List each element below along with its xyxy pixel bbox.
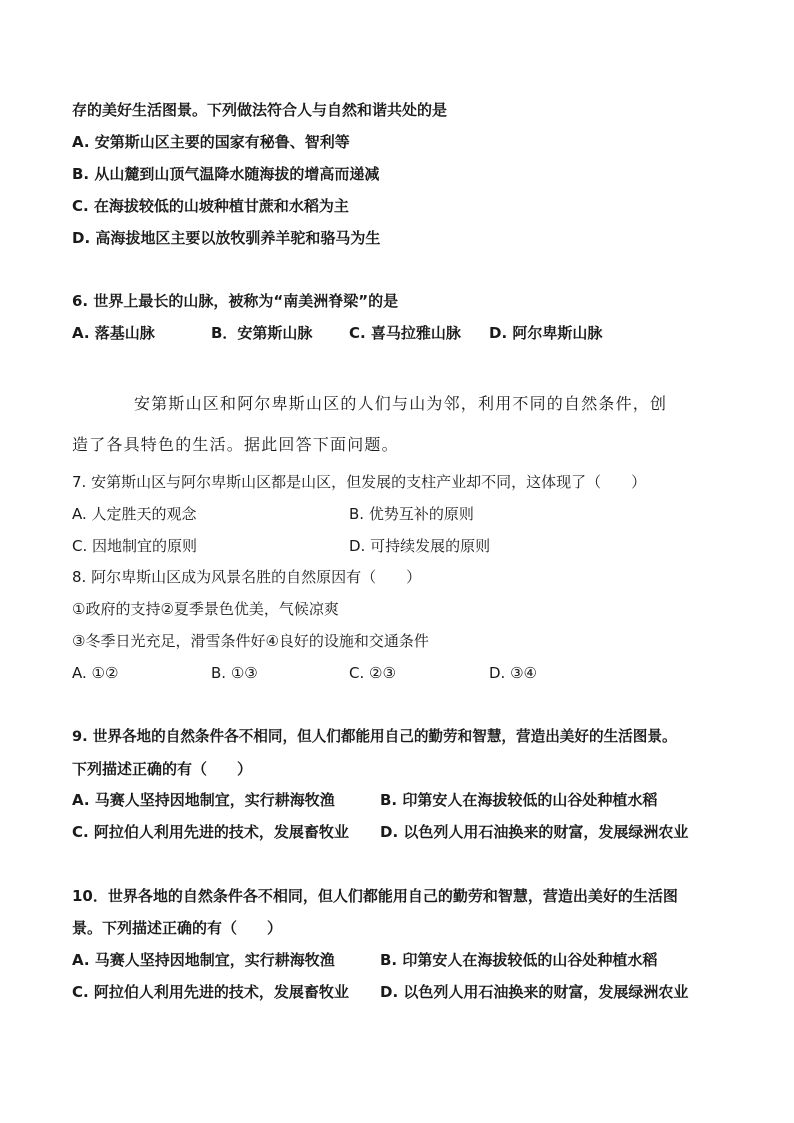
q7-stem: 7. 安第斯山区与阿尔卑斯山区都是山区，但发展的支柱产业却不同，这体现了（ ） bbox=[72, 473, 647, 491]
q10-option-c: C. 阿拉伯人利用先进的技术，发展畜牧业 bbox=[72, 983, 349, 1001]
q8-statements-2: ③冬季日光充足，滑雪条件好④良好的设施和交通条件 bbox=[72, 632, 429, 650]
q7-option-a: A. 人定胜天的观念 bbox=[72, 505, 197, 523]
q6-option-c: C. 喜马拉雅山脉 bbox=[349, 324, 461, 342]
q10-option-a: A. 马赛人坚持因地制宜，实行耕海牧渔 bbox=[72, 951, 335, 969]
q10-stem-line-2: 景。下列描述正确的有（ ） bbox=[72, 919, 283, 937]
q8-option-b: B. ①③ bbox=[211, 664, 258, 682]
q9-option-b: B. 印第安人在海拔较低的山谷处种植水稻 bbox=[380, 791, 658, 809]
q9-option-c: C. 阿拉伯人利用先进的技术，发展畜牧业 bbox=[72, 823, 349, 841]
q8-option-c: C. ②③ bbox=[349, 664, 396, 682]
q8-statements-1: ①政府的支持②夏季景色优美，气候凉爽 bbox=[72, 600, 339, 618]
q9-option-a: A. 马赛人坚持因地制宜，实行耕海牧渔 bbox=[72, 791, 335, 809]
q9-stem-line-1: 9. 世界各地的自然条件各不相同，但人们都能用自己的勤劳和智慧，营造出美好的生活图景。 bbox=[72, 728, 677, 745]
q5-option-a: A. 安第斯山区主要的国家有秘鲁、智利等 bbox=[72, 133, 350, 151]
q10-option-d: D. 以色列人用石油换来的财富，发展绿洲农业 bbox=[380, 983, 689, 1001]
q10-stem-line-1: 10．世界各地的自然条件各不相同，但人们都能用自己的勤劳和智慧，营造出美好的生活图 bbox=[72, 887, 678, 905]
q10-option-b: B. 印第安人在海拔较低的山谷处种植水稻 bbox=[380, 951, 658, 969]
q8-option-d: D. ③④ bbox=[489, 664, 537, 682]
q7-option-c: C. 因地制宜的原则 bbox=[72, 537, 198, 555]
passage-line-1: 安第斯山区和阿尔卑斯山区的人们与山为邻，利用不同的自然条件，创 bbox=[134, 394, 668, 413]
q9-option-d: D. 以色列人用石油换来的财富，发展绿洲农业 bbox=[380, 823, 689, 841]
q6-option-d: D. 阿尔卑斯山脉 bbox=[489, 324, 603, 342]
q5-stem: 存的美好生活图景。下列做法符合人与自然和谐共处的是 bbox=[72, 101, 448, 119]
q5-option-d: D. 高海拔地区主要以放牧驯养羊驼和骆马为生 bbox=[72, 229, 381, 247]
q5-option-b: B. 从山麓到山顶气温降水随海拔的增高而递减 bbox=[72, 165, 380, 183]
q7-option-b: B. 优势互补的原则 bbox=[349, 505, 474, 523]
q6-stem: 6. 世界上最长的山脉，被称为“南美洲脊梁”的是 bbox=[72, 292, 399, 310]
q6-option-b: B．安第斯山脉 bbox=[211, 324, 313, 342]
q5-option-c: C. 在海拔较低的山坡种植甘蔗和水稻为主 bbox=[72, 197, 349, 215]
q7-option-d: D. 可持续发展的原则 bbox=[349, 537, 491, 555]
passage-line-2: 造了各具特色的生活。据此回答下面问题。 bbox=[72, 435, 399, 454]
q8-option-a: A. ①② bbox=[72, 664, 119, 682]
q9-stem-line-2: 下列描述正确的有（ ） bbox=[72, 760, 253, 778]
q8-stem: 8. 阿尔卑斯山区成为风景名胜的自然原因有（ ） bbox=[72, 568, 422, 586]
q6-option-a: A. 落基山脉 bbox=[72, 324, 155, 342]
